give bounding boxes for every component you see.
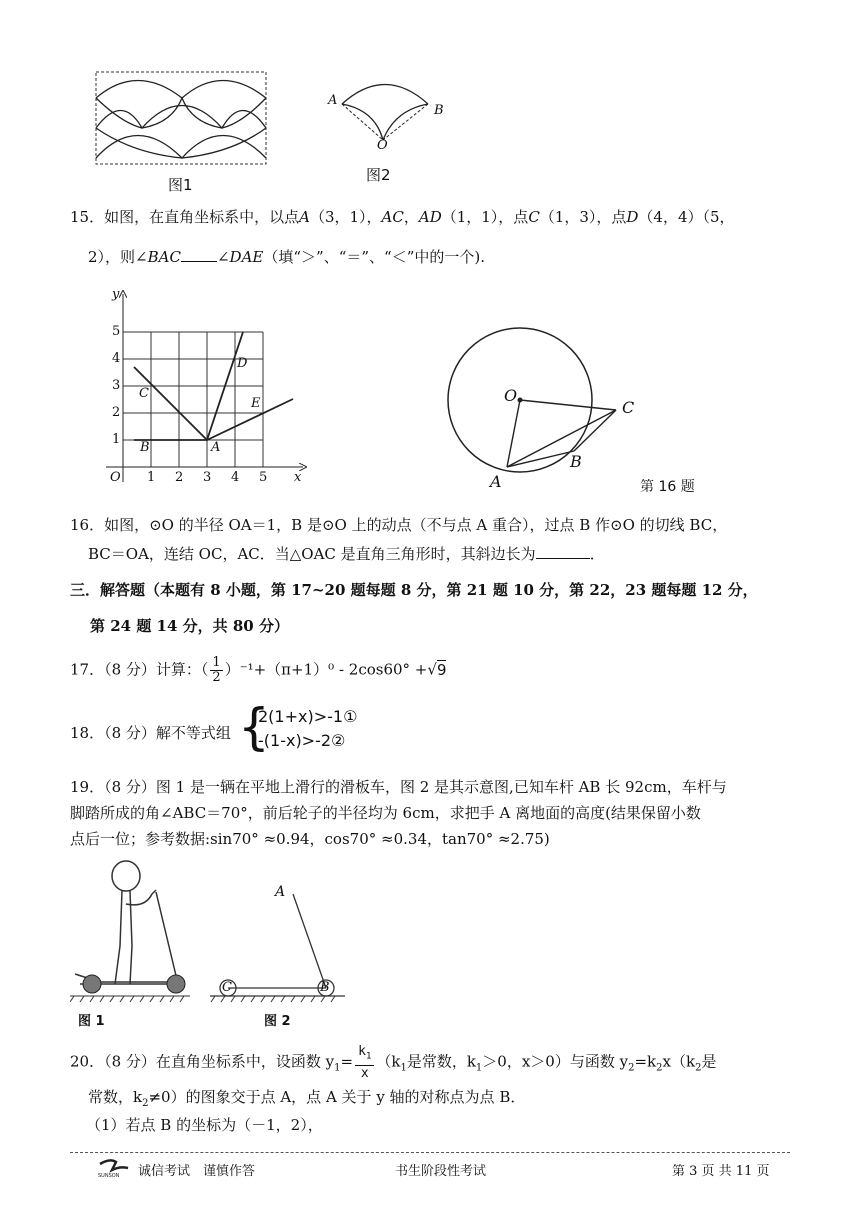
y-tick: 1 [112,432,121,447]
q15-line2: 2），则∠BAC ∠DAE（填“＞”、“＝”、“＜”中的一个). [88,248,485,266]
brace-icon: { [238,698,270,756]
answer-blank [181,247,217,262]
section3-heading-cont: 第 24 题 14 分，共 80 分） [90,617,289,635]
q16-caption: 第 16 题 [640,479,695,495]
coordinate-grid-figure [98,284,313,489]
section3-heading: 三．解答题（本题有 8 小题，第 17~20 题每题 8 分，第 21 题 10 分，第 22，23 题每题 12 分， [70,581,758,599]
q16-line1: 16．如图，⊙O 的半径 OA＝1，B 是⊙O 上的动点（不与点 A 重合），过点 B 作⊙O 的切线 BC， [70,516,728,534]
circle-O-label: O [504,386,518,405]
point-E-label: E [251,396,261,411]
point-B-label: B [140,440,150,455]
x-axis-label: x [294,470,302,485]
scooter-B-label: B [320,980,330,995]
footer-page-number: 第 3 页 共 11 页 [672,1164,770,1179]
point-A-label: A [211,440,221,455]
q20-line2: 常数，$k_2\ne 0$）的图象交于点 A，点 A 关于 y 轴的对称点为点 B． [88,1088,526,1109]
x-tick: 4 [231,470,240,485]
scooter-fig1-label: 图 1 [78,1014,105,1029]
footer-center: 书生阶段性考试 [395,1164,487,1179]
q18-prefix: 18．（8 分）解不等式组 [70,724,231,742]
label-O: O [377,138,388,153]
origin-label: O [110,470,121,485]
q17-line: 17．（8 分）计算：（ $\frac{1}{2}$ ）⁻¹+（π+1）⁰ - 2cos60° +√9 [70,655,447,685]
q19-line3: 点后一位；参考数据:sin70° ≈0.94，cos70° ≈0.34，tan70° ≈2.75) [70,830,550,848]
answer-blank [536,544,590,559]
scooter-A-label: A [275,884,286,900]
q20-line3: （1）若点 B 的坐标为（－1，2）， [86,1116,323,1134]
x-tick: 2 [175,470,184,485]
circle-figure [440,315,650,495]
q19-line2: 脚踏所成的角∠ABC＝70°，前后轮子的半径均为 6cm，求把手 A 离地面的高度(结果保留小数 [70,804,701,822]
y-tick: 2 [112,405,121,420]
svg-text:SUNSON: SUNSON [98,1173,120,1178]
sunson-logo-icon [96,1156,132,1178]
point-D-label: D [237,356,248,371]
x-tick: 3 [203,470,212,485]
footer-divider [70,1152,790,1153]
circle-C-label: C [622,398,635,417]
scooter-figures [70,856,360,1026]
q19-line1: 19．（8 分）图 1 是一辆在平地上滑行的滑板车，图 2 是其示意图,已知车杆 AB 长 92cm，车杆与 [70,778,727,796]
y-tick: 5 [112,324,121,339]
fig2-label: 图2 [366,166,391,184]
point-C-label: C [139,386,149,401]
q15-line1: 15．如图，在直角坐标系中，以点A（3，1），AC，AD（1，1），点C（1，3），点D（4，4）（5， [70,208,735,226]
inequality-system: 2(1+x)>-1① -(1-x)>-2② [258,707,358,750]
q16-line2: BC＝OA，连结 OC，AC．当△OAC 是直角三角形时，其斜边长为 ． [88,545,605,563]
x-tick: 5 [259,470,268,485]
scale-pattern-figure [92,68,272,168]
scooter-fig2-label: 图 2 [264,1014,291,1029]
y-tick: 4 [112,351,121,366]
footer-left: 诚信考试 谨慎作答 [138,1164,256,1179]
label-B: B [434,103,444,118]
fig1-label: 图1 [168,176,193,194]
label-A: A [328,93,338,108]
y-axis-label: y [112,287,120,302]
circle-B-label: B [570,452,582,471]
scooter-C-label: C [222,980,232,995]
y-tick: 3 [112,378,121,393]
x-tick: 1 [147,470,156,485]
q20-line1: 20．（8 分）在直角坐标系中，设函数 $y_1=$ $\frac{k_1}{x}$ （$k_1$是常数，$k_1>0$，x＞0）与函数 $y_2=k_2x(k_2$是 [70,1044,717,1081]
circle-A-label: A [490,472,502,491]
